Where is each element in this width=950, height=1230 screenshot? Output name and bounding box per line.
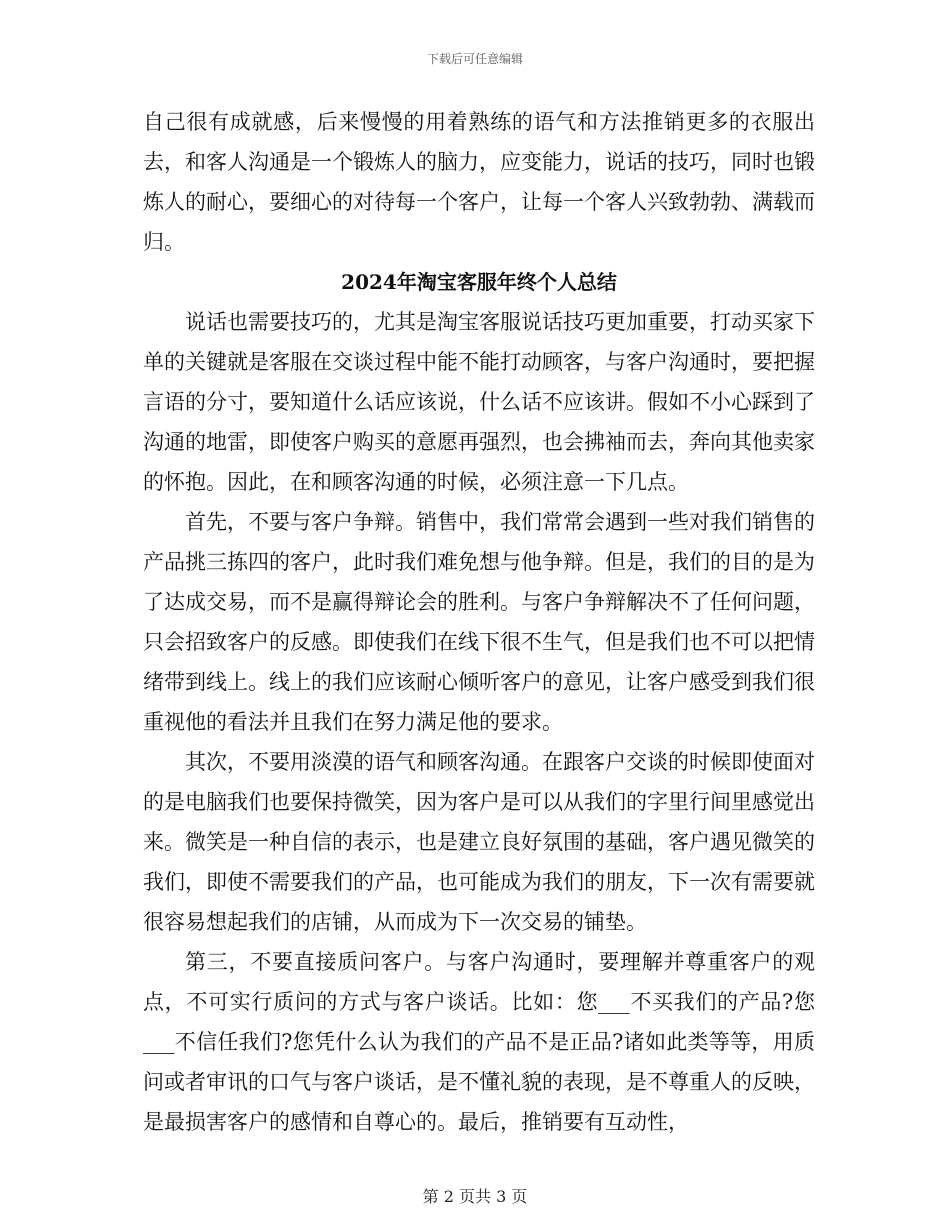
page-number-footer: 第 2 页共 3 页 xyxy=(422,1187,528,1206)
intro-paragraph: 自己很有成就感，后来慢慢的用着熟练的语气和方法推销更多的衣服出去，和客人沟通是一个锻炼人的脑力，应变能力，说话的技巧，同时也锻炼人的耐心，要细心的对待每一个客户，让每一个客人兴致勃勃、满载而归。 xyxy=(143,110,815,254)
document-title: 2024年淘宝客服年终个人总结 xyxy=(341,270,617,294)
paragraph: 其次，不要用淡漠的语气和顾客沟通。在跟客户交谈的时候即使面对的是电脑我们也要保持微笑，因为客户是可以从我们的字里行间里感觉出来。微笑是一种自信的表示，也是建立良好氛围的基础，客户遇见微笑的我们，即使不需要我们的产品，也可能成为我们的朋友，下一次有需要就很容易想起我们的店铺，从而成为下一次交易的铺垫。 xyxy=(143,750,815,934)
document-body xyxy=(143,102,815,1142)
paragraph: 首先，不要与客户争辩。销售中，我们常常会遇到一些对我们销售的产品挑三拣四的客户，此时我们难免想与他争辩。但是，我们的目的是为了达成交易，而不是赢得辩论会的胜利。与客户争辩解决不了任何问题，只会招致客户的反感。即使我们在线下很不生气，但是我们也不可以把情绪带到线上。线上的我们应该耐心倾听客户的意见，让客户感受到我们很重视他的看法并且我们在努力满足他的要求。 xyxy=(143,510,815,734)
paragraph: 第三，不要直接质问客户。与客户沟通时，要理解并尊重客户的观点，不可实行质问的方式与客户谈话。比如：您___不买我们的产品?您___不信任我们?您凭什么认为我们的产品不是正品?诸如此类等等，用质问或者审讯的口气与客户谈话，是不懂礼貌的表现，是不尊重人的反映，是最损害客户的感情和自尊心的。最后，推销要有互动性， xyxy=(143,950,815,1134)
page-header: 下载后可任意编辑 xyxy=(426,52,523,66)
paragraph: 说话也需要技巧的，尤其是淘宝客服说话技巧更加重要，打动买家下单的关键就是客服在交谈过程中能不能打动顾客，与客户沟通时，要把握言语的分寸，要知道什么话应该说，什么话不应该讲。假如不小心踩到了沟通的地雷，即使客户购买的意愿再强烈，也会拂袖而去，奔向其他卖家的怀抱。因此，在和顾客沟通的时候，必须注意一下几点。 xyxy=(143,310,815,494)
